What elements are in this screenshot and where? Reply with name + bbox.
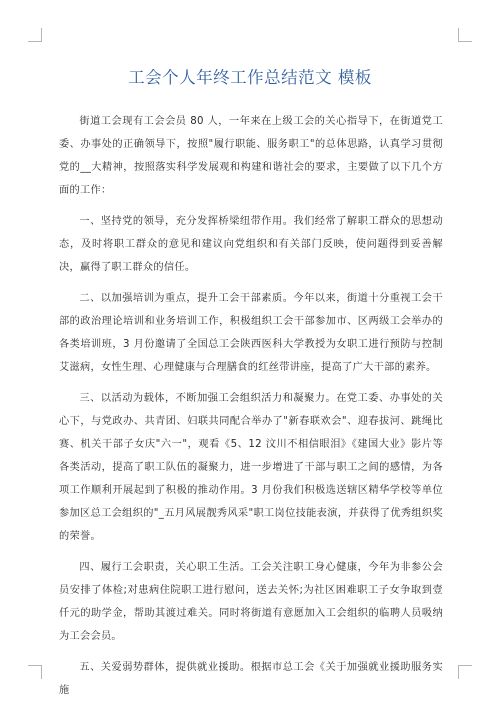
crop-mark-bottom-right — [458, 665, 472, 679]
paragraph-2: 二、以加强培训为重点，提升工会干部素质。今年以来，街道十分重视工会干部的政治理论培训和业务培训工作，积极组织工会干部参加市、区两级工会举办的各类培训班，3 月份邀请了全国总工会陕西医科大学教授为女职工进行预防与控制艾滋病，女性生理、心理健康与合理膳食的红丝带讲座，提高了广大干部的素养。 — [59, 293, 443, 373]
paragraph-4: 四、履行工会职责，关心职工生活。工会关注职工身心健康，今年为非参公会员安排了体检;对患病住院职工进行慰问，送去关怀;为社区困难职工子女争取到壹仟元的助学金，帮助其渡过难关。同时将街道有意愿加入工会组织的临聘人员吸纳为工会会员。 — [59, 562, 443, 642]
paragraph-5: 五、关爱弱势群体，提供就业援助。根据市总工会《关于加强就业援助服务实施 — [59, 662, 443, 696]
paragraph-1: 一、坚持党的领导，充分发挥桥梁纽带作用。我们经常了解职工群众的思想动态，及时将职工群众的意见和建议向党组织和有关部门反映，使问题得到妥善解决，赢得了职工群众的信任。 — [59, 216, 443, 273]
document-title: 工会个人年终工作总结范文 模板 — [128, 68, 372, 87]
paragraph-intro: 街道工会现有工会会员 80 人，一年来在上级工会的关心指导下，在街道党工委、办事处的正确领导下，按照"履行职能、服务职工"的总体思路，认真学习贯彻党的__大精神，按照落实科学发展观和构建和谐社会的要求，主要做了以下几个方面的工作： — [59, 116, 443, 196]
crop-mark-top-right — [458, 28, 472, 42]
crop-mark-bottom-left — [28, 665, 42, 679]
paragraph-3: 三、以活动为载体，不断加强工会组织活力和凝聚力。在党工委、办事处的关心下，与党政办、共青团、妇联共同配合举办了"新春联欢会"、迎春拔河、跳绳比赛、机关干部子女庆"六一"，观看《5、12 汶川不相信眼泪》《建国大业》影片等各类活动，提高了职工队伍的凝聚力，进一步增进了干部与职工之间的感情，为各项工作顺利开展起到了积极的推动作用。3 月份我们积极选送辖区精华学校等单位参加区总工会组织的"_五月风展靓秀风采"职工岗位技能表演，并获得了优秀组织奖的荣誉。 — [59, 393, 443, 542]
crop-mark-top-left — [28, 28, 42, 42]
document-body — [59, 110, 443, 710]
